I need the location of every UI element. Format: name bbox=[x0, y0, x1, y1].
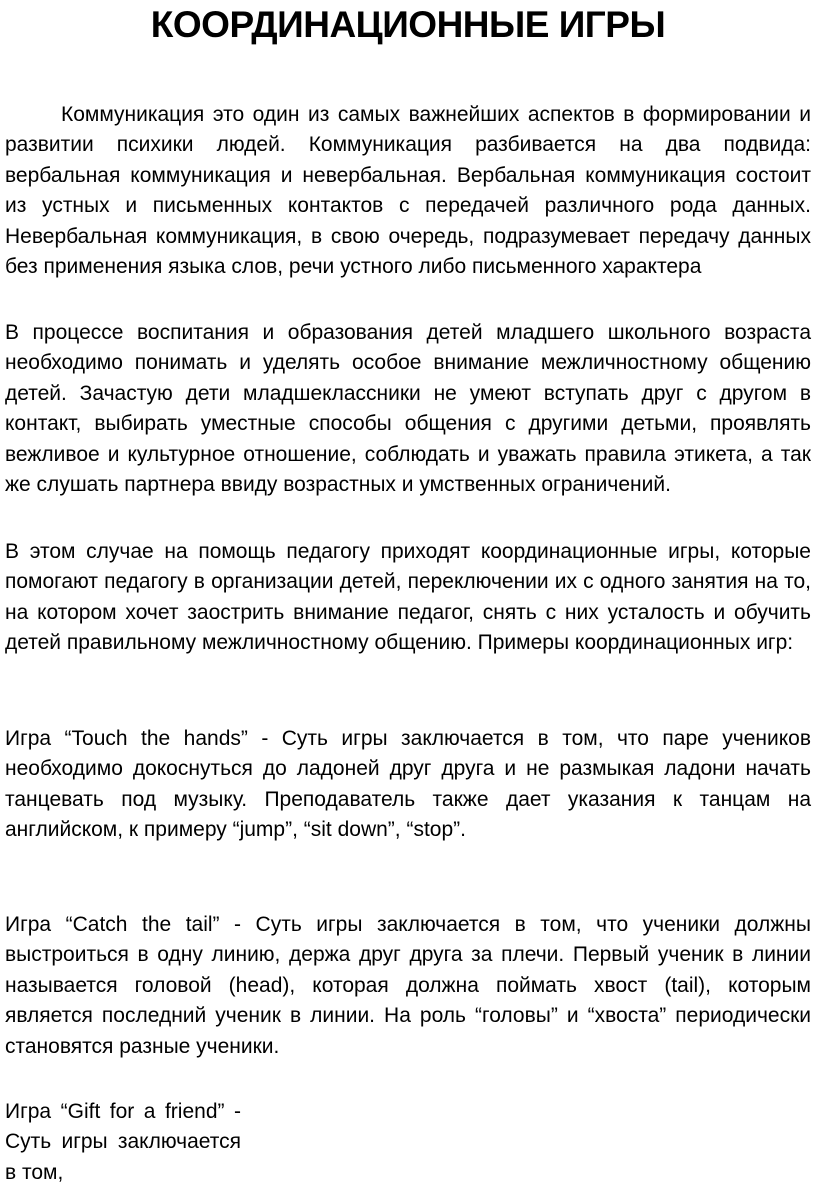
page-title: КООРДИНАЦИОННЫЕ ИГРЫ bbox=[150, 4, 666, 45]
paragraph-communication: Коммуникация это один из самых важнейших аспектов в формировании и развитии психики людей. Коммуникация разбивается на два подвида: вербальная коммуникация и невербальная. Вербальная коммуникация состоит из устных и письменных контактов с передачей различного рода данных. Невербальная коммуникация, в свою очередь, подразумевает передачу данных без применения языка слов, речи устного либо письменного характера bbox=[5, 103, 811, 279]
paragraph-game-touch-the-hands: Игра “Touch the hands” - Суть игры заключается в том, что паре учеников необходимо докоснуться до ладоней друг друга и не размыкая ладони начать танцевать под музыку. Преподаватель также дает указания к танцам на английском, к примеру “jump”, “sit down”, “stop”. bbox=[5, 727, 811, 842]
paragraph-education: В процессе воспитания и образования детей младшего школьного возраста необходимо понимать и уделять особое внимание межличностному общению детей. Зачастую дети младшеклассники не умеют вступать друг с другом в контакт, выбирать уместные способы общения с другими детьми, проявлять вежливое и культурное отношение, соблюдать и уважать правила этикета, а так же слушать партнера ввиду возрастных и умственных ограничений. bbox=[5, 321, 811, 497]
paragraph-game-catch-the-tail: Игра “Catch the tail” - Суть игры заключается в том, что ученики должны выстроиться в одну линию, держа друг друга за плечи. Первый ученик в линии называется головой (head), которая должна поймать хвост (tail), которым является последний ученик в линии. На роль “головы” и “хвоста” периодически становятся разные ученики. bbox=[5, 913, 811, 1058]
paragraph-game-gift-for-a-friend: Игра “Gift for a friend” - Суть игры заключается в том, bbox=[5, 1100, 241, 1184]
paragraph-coordination-games: В этом случае на помощь педагогу приходят координационные игры, которые помогают педагогу в организации детей, переключении их с одного занятия на то, на котором хочет заострить внимание педагог, снять с них усталость и обучить детей правильному межличностному общению. Примеры координационных игр: bbox=[5, 540, 811, 655]
